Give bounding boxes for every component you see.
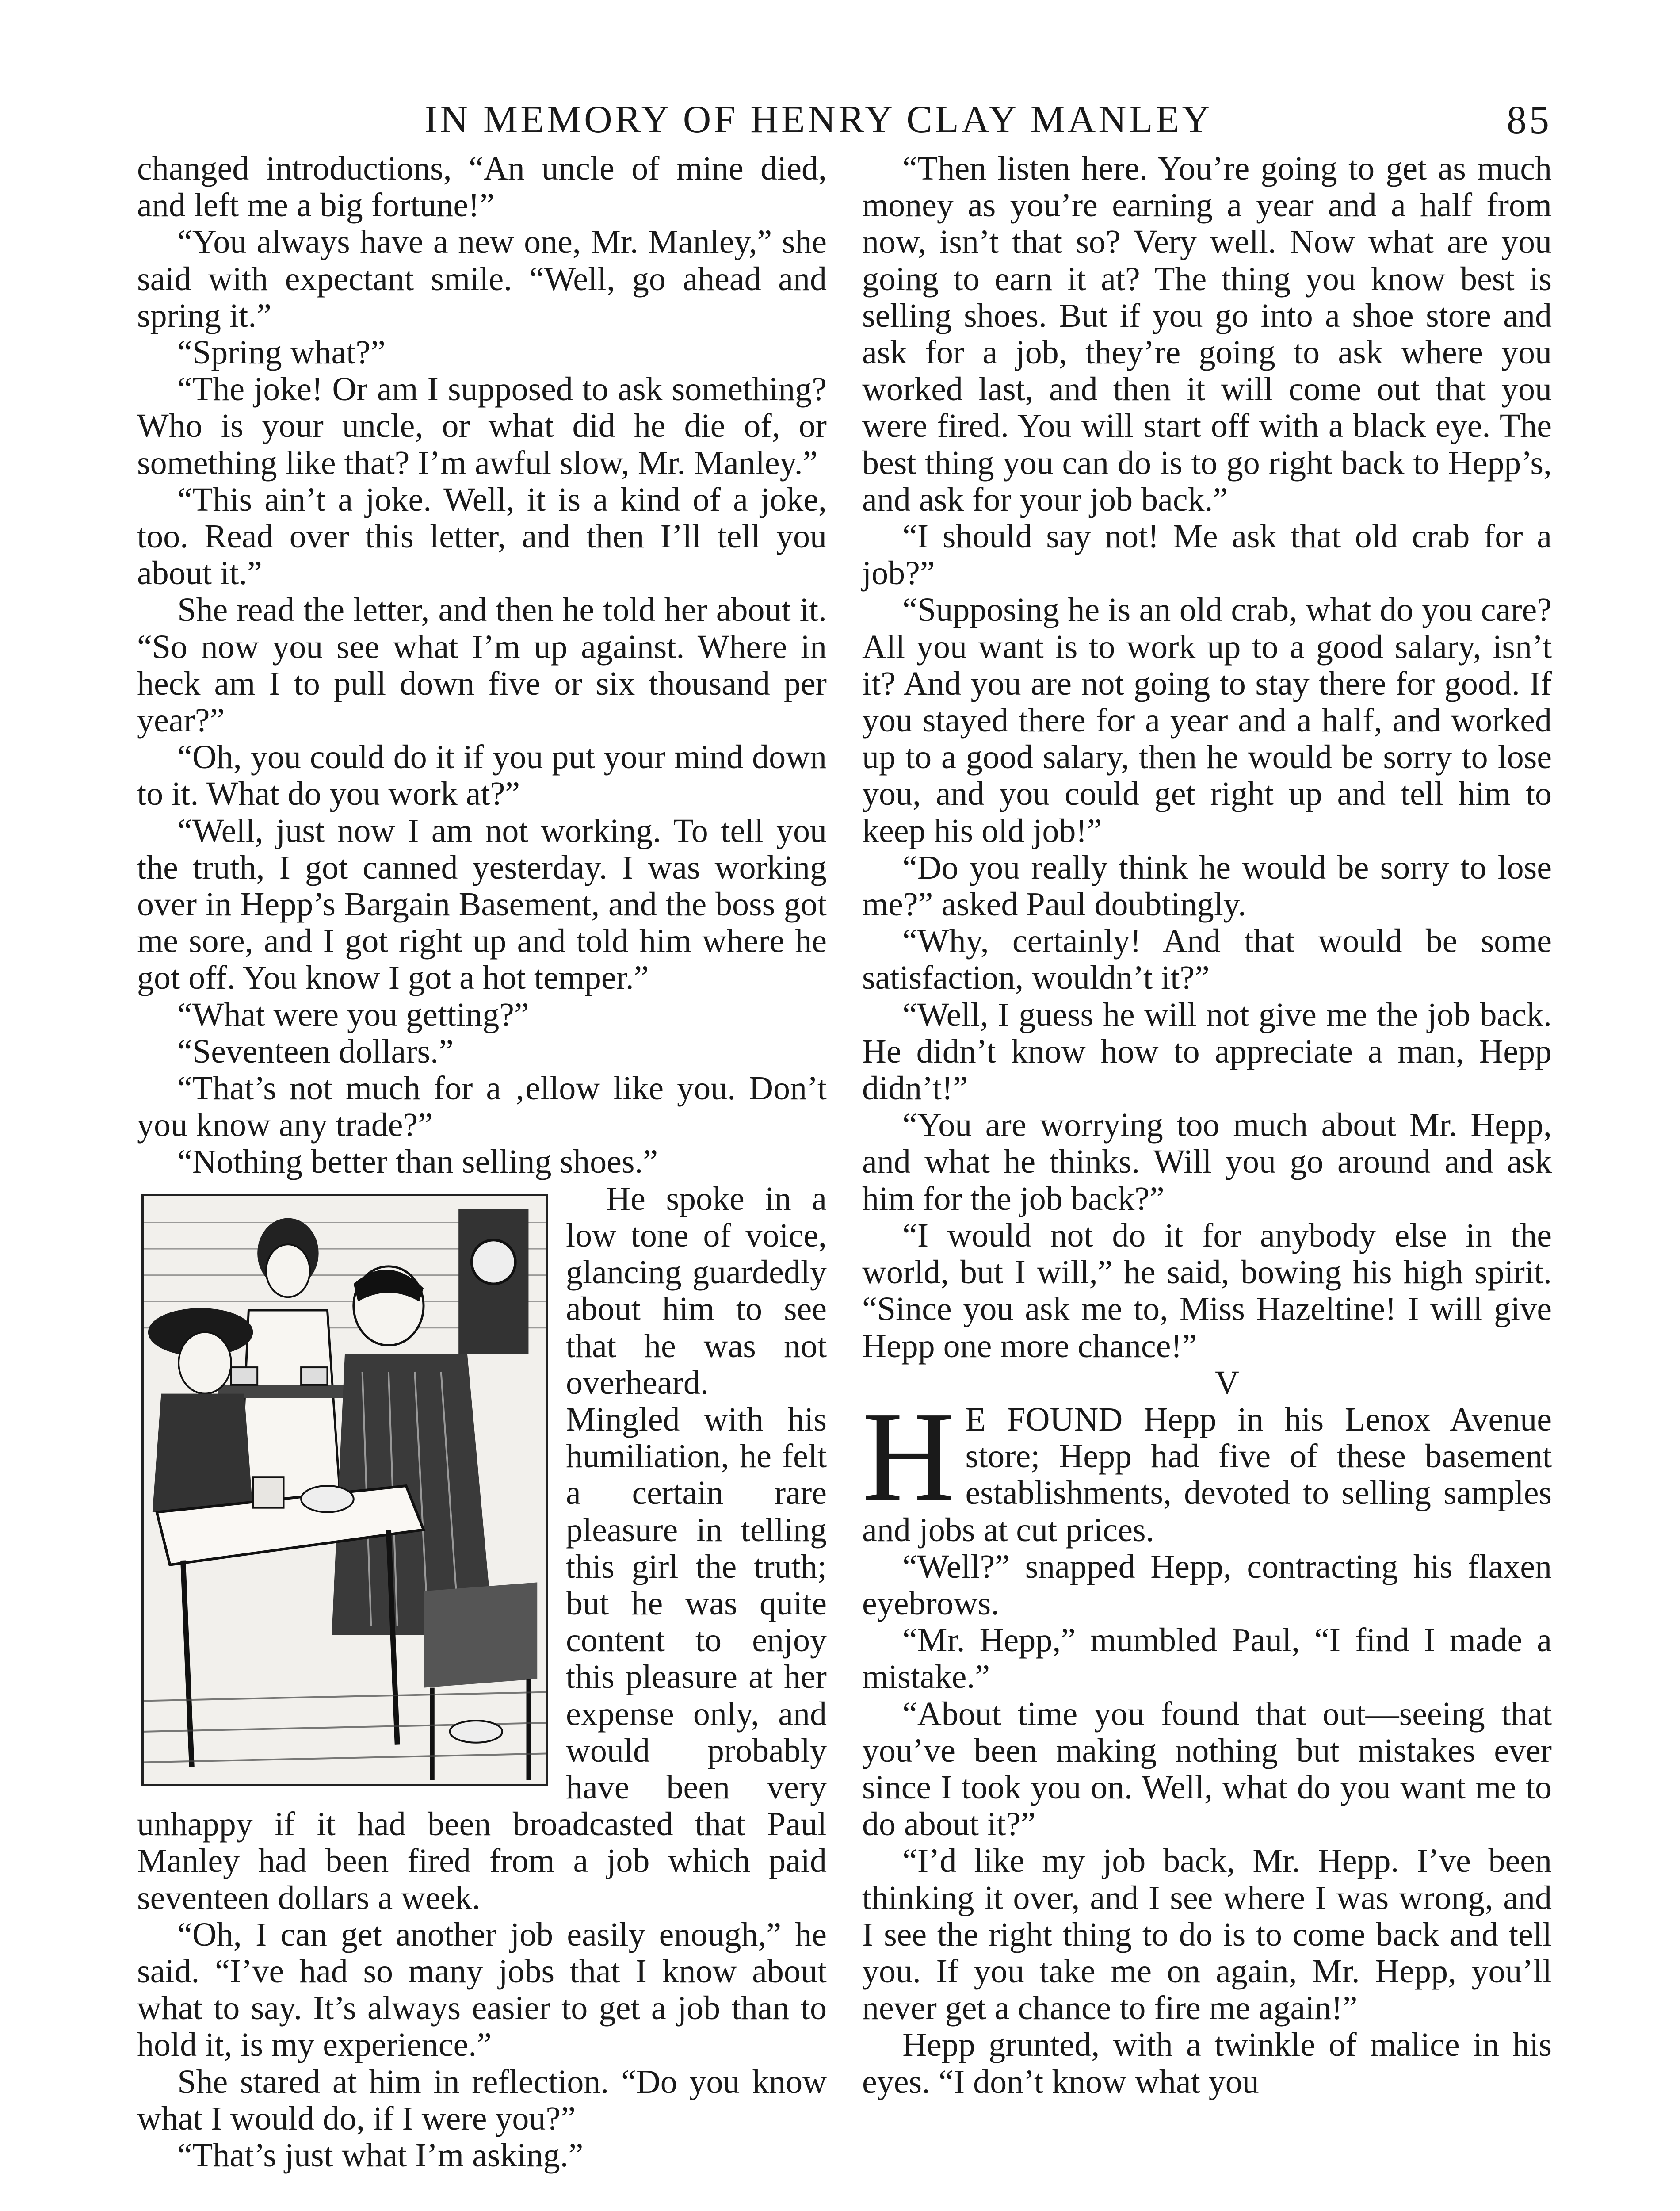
paragraph: Hepp grunted, with a twinkle of malice in his eyes. “I don’t know what you [862,2026,1552,2100]
paragraph: She stared at him in reflection. “Do you know what I would do, if I were you?” [137,2063,827,2137]
section-opening-paragraph [862,1385,1552,1549]
paragraph: “Well?” snapped Hepp, contracting his flaxen eyebrows. [862,1548,1552,1622]
paragraph: “Spring what?” [177,334,386,371]
paragraph: “That’s just what I’m asking.” [177,2136,584,2174]
paragraph: “Mr. Hepp,” mumbled Paul, “I find I made a mistake.” [862,1622,1552,1696]
paragraph: “You are worrying too much about Mr. Hepp, and what he thinks. Will you go around and ask him for the job back?” [862,1106,1552,1217]
paragraph: “I should say not! Me ask that old crab for a job?” [862,518,1552,592]
drop-cap: H [862,1385,955,1527]
paragraph: “Why, certainly! And that would be some satisfaction, wouldn’t it?” [862,922,1552,997]
section-number: V [1215,1364,1240,1401]
page-header [133,88,1552,146]
left-column [137,150,827,2174]
paragraph: “I’d like my job back, Mr. Hepp. I’ve been thinking it over, and I see where I was wrong, and I see the right thing to do is to come back and tell you. If you take me on again, Mr. Hepp, you’ll never get a chance to fire me again!” [862,1842,1552,2027]
paragraph: changed introductions, “An uncle of mine died, and left me a big fortune!” [137,150,827,224]
paragraph: “Nothing better than selling shoes.” [177,1143,658,1181]
paragraph: “About time you found that out—seeing that you’ve been making nothing but mistakes ever since I took you on. Well, what do you want me to do about it?” [862,1695,1552,1843]
illustration-drawing [144,1196,546,1784]
running-title: IN MEMORY OF HENRY CLAY MANLEY [424,98,1213,141]
paragraph: “Well, just now I am not working. To tell you the truth, I got canned yesterday. I was working over in Hepp’s Bargain Basement, and the boss got me sore, and I got right up and told him where he got off. You know I got a hot temper.” [137,812,827,997]
paragraph: He spoke in a low tone of voice, glancing guardedly about him to see that he was not overheard. Mingled with his humiliation, he felt a certain rare pleasure in telling this girl the truth; but he was quite content to enjoy this pleasure at her expense only, and would probably have been very unhappy if it had been broadcasted that Paul Manley had been fired from a job which paid seventeen dollars a week. [137,1180,827,1916]
paragraph: “Oh, you could do it if you put your mind down to it. What do you work at?” [137,738,827,813]
right-column [862,150,1552,2100]
section-opening-text: E FOUND Hepp in his Lenox Avenue store; Hepp had five of these basement establishments, devoted to selling samples and jobs at cut prices. [862,1400,1552,1549]
paragraph: She read the letter, and then he told her about it. “So now you see what I’m up against. Where in heck am I to pull down five or six thousand per year?” [137,591,827,739]
paragraph: “Oh, I can get another job easily enough,” he said. “I’ve had so many jobs that I know about what to say. It’s always easier to get a job than to hold it, is my experience.” [137,1916,827,2064]
paragraph: “I would not do it for anybody else in the world, but I will,” he said, bowing his high spirit. “Since you ask me to, Miss Hazeltine! I will give Hepp one more chance!” [862,1216,1552,1365]
paragraph: “Supposing he is an old crab, what do you care? All you want is to work up to a good salary, isn’t it? And you are not going to stay there for good. If you stayed there for a year and a half, and worked up to a good salary, then he would be sorry to lose you, and you could get right up and tell him to keep his old job!” [862,591,1552,849]
paragraph: “This ain’t a joke. Well, it is a kind of a joke, too. Read over this letter, and then I’ll tell you about it.” [137,481,827,592]
paragraph: “Well, I guess he will not give me the job back. He didn’t know how to appreciate a man, Hepp didn’t!” [862,996,1552,1107]
paragraph: “That’s not much for a ‚ellow like you. Don’t you know any trade?” [137,1070,827,1144]
paragraph: “What were you getting?” [177,996,529,1033]
page-number: 85 [1507,98,1552,142]
paragraph: “Seventeen dollars.” [177,1033,454,1070]
paragraph: “Then listen here. You’re going to get as much money as you’re earning a year and a half from now, isn’t that so? Very well. Now what are you going to earn it at? The thing you know best is selling shoes. But if you go into a shoe store and ask for a job, they’re going to ask where you worked last, and then it will come out that you were fired. You will start off with a black eye. The best thing you can do is to go right back to Hepp’s, and ask for your job back.” [862,150,1552,518]
paragraph: “The joke! Or am I supposed to ask something? Who is your uncle, or what did he die of, or something like that? I’m awful slow, Mr. Manley.” [137,371,827,482]
paragraph: “You always have a new one, Mr. Manley,” she said with expectant smile. “Well, go ahead and spring it.” [137,223,827,334]
paragraph: “Do you really think he would be sorry to lose me?” asked Paul doubtingly. [862,849,1552,923]
illustration-diner-scene [141,1194,548,1786]
